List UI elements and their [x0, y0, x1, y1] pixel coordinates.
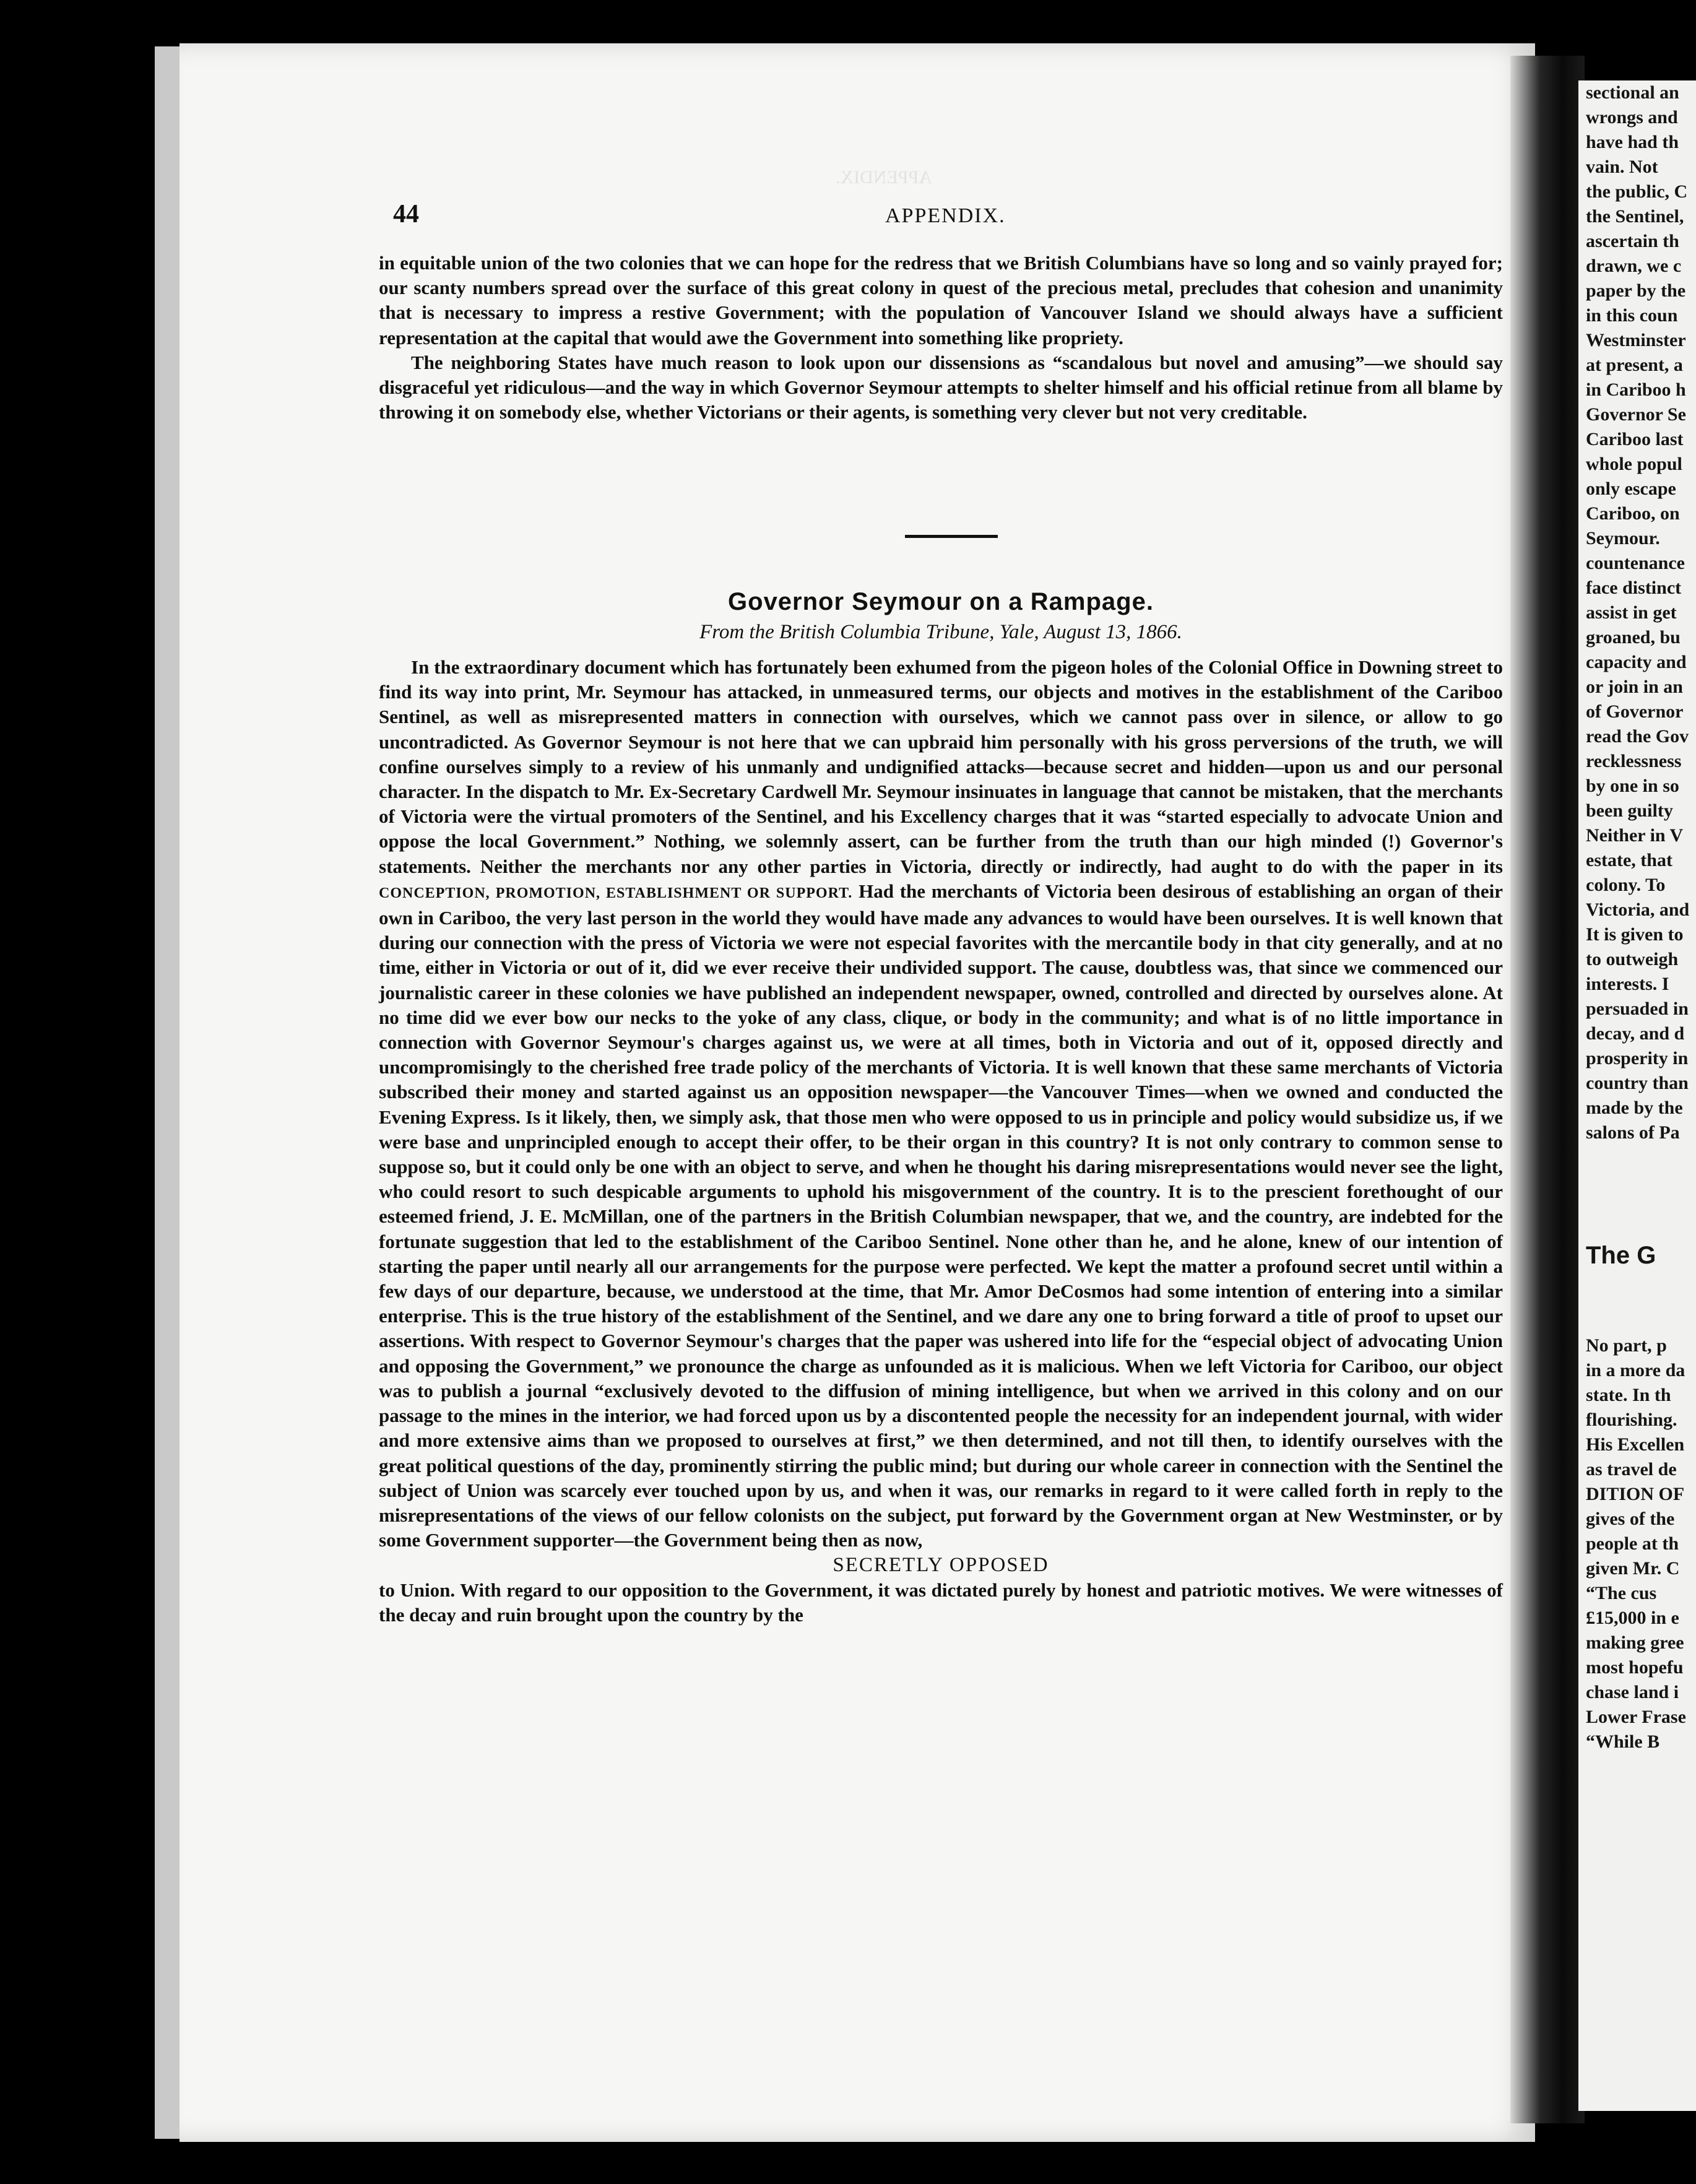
facing-page-line: salons of Pa — [1586, 1122, 1680, 1143]
facing-page-line: as travel de — [1586, 1459, 1677, 1480]
article-source: From the British Columbia Tribune, Yale, August 13, 1866. — [699, 621, 1182, 643]
facing-page-line: have had th — [1586, 132, 1679, 152]
facing-page-line: Governor Se — [1586, 404, 1686, 425]
facing-page-line: flourishing. — [1586, 1410, 1677, 1430]
facing-page-line: in this coun — [1586, 305, 1678, 326]
facing-page-line: in Cariboo h — [1586, 379, 1686, 400]
facing-page-line: the Sentinel, — [1586, 206, 1684, 227]
article-paragraph-1a: In the extraordinary document which has fortunately been exhumed from the pigeon holes of the Colonial Office in Downing street to find its way into print, Mr. Seymour has attacked, in unmeasured terms, our objects and motives in the establishment of the Cariboo Sentinel, as well as misrepresented matters in connection with ourselves, which we cannot pass over in silence, or allow to go uncontradicted. As Governor Seymour is not here that we can upbraid him personally with his gross perversions of the truth, we will confine ourselves simply to a review of his unmanly and undignified attacks—because secret and hidden—upon us and our personal character. In the dispatch to Mr. Ex-Secretary Cardwell Mr. Seymour insinuates in language that cannot be mistaken, that the merchants of Victoria were the virtual promoters of the Sentinel, and his Excellency charges that it was “started especially to advocate Union and oppose the local Government.” Nothing, we solemnly assert, can be further from the truth than our high minded (!) Governor's statements. Neither the merchants nor any other parties in Victoria, directly or indirectly, had aught to do with the paper in its — [379, 656, 1503, 877]
page-number: 44 — [393, 200, 419, 228]
facing-page-line: estate, that — [1586, 850, 1672, 870]
facing-page-line: been guilty — [1586, 800, 1673, 821]
facing-page-line: “While B — [1586, 1731, 1660, 1752]
facing-page-line: His Excellen — [1586, 1434, 1685, 1455]
facing-page-line: Neither in V — [1586, 825, 1684, 846]
facing-page-heading: The G — [1586, 1242, 1656, 1269]
article-body — [379, 655, 1503, 1627]
facing-page-line: “The cus — [1586, 1583, 1657, 1603]
facing-page-line: making gree — [1586, 1632, 1684, 1653]
facing-page-line: gives of the — [1586, 1509, 1675, 1529]
facing-page-line: made by the — [1586, 1098, 1683, 1118]
facing-page-line: colony. To — [1586, 875, 1666, 895]
small-caps-phrase: CONCEPTION, PROMOTION, ESTABLISHMENT OR SUPPORT. — [379, 885, 853, 901]
facing-page-line: Victoria, and — [1586, 899, 1690, 920]
facing-page-line: persuaded in — [1586, 999, 1689, 1019]
book-left-edge — [155, 46, 180, 2139]
facing-page-top-lines — [1578, 80, 1696, 1145]
facing-page-line: state. In th — [1586, 1385, 1671, 1405]
facing-page-line: paper by the — [1586, 280, 1686, 301]
facing-page-line: Lower Frase — [1586, 1707, 1686, 1727]
facing-page-line: in a more da — [1586, 1360, 1685, 1380]
facing-page-line: Cariboo, on — [1586, 503, 1680, 524]
facing-page-line: groaned, bu — [1586, 627, 1681, 648]
facing-page-line: to outweigh — [1586, 949, 1679, 969]
facing-page-line: capacity and — [1586, 652, 1687, 672]
intro-text — [379, 251, 1503, 425]
facing-page-line: read the Gov — [1586, 726, 1689, 747]
facing-page-line: vain. Not — [1586, 157, 1658, 177]
facing-page-line: whole popul — [1586, 454, 1682, 474]
facing-page-line: countenance — [1586, 553, 1685, 573]
facing-page-line: recklessness — [1586, 751, 1682, 771]
facing-page-line: by one in so — [1586, 776, 1679, 796]
book-gutter — [1510, 56, 1585, 2123]
facing-page-line: the public, C — [1586, 181, 1688, 202]
facing-page-line: Westminster — [1586, 330, 1686, 350]
facing-page-line: prosperity in — [1586, 1048, 1689, 1068]
article-paragraph-2: to Union. With regard to our opposition to the Government, it was dictated purely by honest and patriotic motives. We were witnesses of the decay and ruin brought upon the country by the — [379, 1579, 1503, 1626]
facing-page-line: face distinct — [1586, 578, 1682, 598]
facing-page-line: interests. I — [1586, 974, 1669, 994]
facing-page-line: most hopefu — [1586, 1657, 1684, 1678]
running-head: APPENDIX. — [885, 204, 1006, 227]
facing-page-line: chase land i — [1586, 1682, 1679, 1702]
intro-paragraph-2: The neighboring States have much reason to look upon our dissensions as “scandalous but novel and amusing”—we should say disgraceful yet ridiculous—and the way in which Governor Seymour attempts to shelter himself and his official retinue from all blame by throwing it on somebody else, whether Victorians or their agents, is something very clever but not very creditable. — [379, 351, 1503, 423]
article-subheading: SECRETLY OPPOSED — [833, 1554, 1049, 1577]
facing-page-line: of Governor — [1586, 701, 1684, 722]
facing-page-line: at present, a — [1586, 355, 1683, 375]
section-divider — [905, 535, 998, 538]
intro-paragraph-1: in equitable union of the two colonies that we can hope for the redress that we British Columbians have so long and so vainly prayed for; our scanty numbers spread over the surface of this great colony in quest of the precious metal, precludes that cohesion and unanimity that is necessary to impress a restive Government; with the population of Vancouver Island we should always have a sufficient representation at the capital that would awe the Government into something like propriety. — [379, 252, 1503, 349]
article-paragraph-1 — [379, 655, 1503, 1553]
facing-page-line: people at th — [1586, 1533, 1679, 1554]
facing-page-bottom-lines — [1578, 1333, 1696, 1754]
facing-page-line: only escape — [1586, 479, 1676, 499]
facing-page-line: Cariboo last — [1586, 429, 1684, 449]
facing-page-line: No part, p — [1586, 1335, 1667, 1356]
facing-page-line: DITION OF — [1586, 1484, 1685, 1504]
facing-page-line: It is given to — [1586, 924, 1684, 945]
facing-page-line: ascertain th — [1586, 231, 1679, 251]
facing-page-line: drawn, we c — [1586, 256, 1682, 276]
facing-page-line: £15,000 in e — [1586, 1608, 1679, 1628]
article-title: Governor Seymour on a Rampage. — [728, 588, 1154, 615]
facing-page-line: country than — [1586, 1073, 1689, 1093]
facing-page — [1578, 80, 1696, 2111]
bleed-through-text: APPENDIX. — [836, 167, 932, 188]
facing-page-line: sectional an — [1586, 82, 1679, 103]
facing-page-line: given Mr. C — [1586, 1558, 1680, 1579]
facing-page-line: wrongs and — [1586, 107, 1678, 128]
article-paragraph-1b: Had the merchants of Victoria been desirous of establishing an organ of their own in Cariboo, the very last person in the world they would have made any advances to would have been ourselves. It is well known that during our connection with the press of Victoria we were not especial favorites with the mercantile body in that city generally, and at no time, either in Victoria or out of it, did we ever receive their undivided support. The cause, doubtless was, that since we commenced our journalistic career in these colonies we have published an independent newspaper, owned, controlled and directed by ourselves alone. At no time did we ever bow our necks to the yoke of any class, clique, or body in the community; and what is of no little importance in connection with Governor Seymour's charges against us, we were at all times, both in Victoria and out of it, opposed directly and uncompromisingly to the cherished free trade policy of the merchants of Victoria. It is well known that these same merchants of Victoria subscribed their money and started against us an opposition newspaper—the Vancouver Times—when we owned and conducted the Evening Express. Is it likely, then, we simply ask, that those men who were opposed to us in principle and policy would subsidize us, if we were base and unprincipled enough to accept their offer, to be their organ in this country? It is not only contrary to common sense to suppose so, but it could only be one with an object to serve, and when he thought his daring misrepresentations would never see the light, who could resort to such despicable arguments to uphold his misgovernment of the country. It is to the prescient forethought of our esteemed friend, J. E. McMillan, one of the partners in the British Columbian newspaper, that we, and the country, are indebted for the fortunate suggestion that led to the establishment of the Cariboo Sentinel. None other than he, and he alone, knew of our intention of starting the paper until nearly all our arrangements for the purpose were perfected. We kept the matter a profound secret until within a few days of our departure, because, we understood at the time, that Mr. Amor DeCosmos had some intention of entering into a similar enterprise. This is the true history of the establishment of the Sentinel, and we dare any one to bring forward a title of proof to upset our assertions. With respect to Governor Seymour's charges that the paper was ushered into life for the “especial object of advocating Union and opposing the Government,” we pronounce the charge as unfounded as it is malicious. When we left Victoria for Cariboo, our object was to publish a journal “exclusively devoted to the diffusion of mining intelligence, but when we arrived in this colony and on our passage to the mines in the interior, we had forced upon us by a discontented people the necessity for an independent journal, with wider and more extensive aims than we proposed to ourselves at first,” we then determined, and not till then, to identify ourselves with the great political questions of the day, prominently stirring the public mind; but during our whole career in connection with the Sentinel the subject of Union was scarcely ever touched upon by us, and when it was, our remarks in regard to it were called forth in reply to the misrepresentations of the views of our fellow colonists on the subject, put forward by the Government organ at New Westminster, or by some Government supporter—the Government being then as now, — [379, 880, 1503, 1551]
facing-page-line: decay, and d — [1586, 1023, 1685, 1044]
facing-page-line: or join in an — [1586, 677, 1683, 697]
facing-page-line: Seymour. — [1586, 528, 1660, 548]
facing-page-line: assist in get — [1586, 602, 1677, 623]
